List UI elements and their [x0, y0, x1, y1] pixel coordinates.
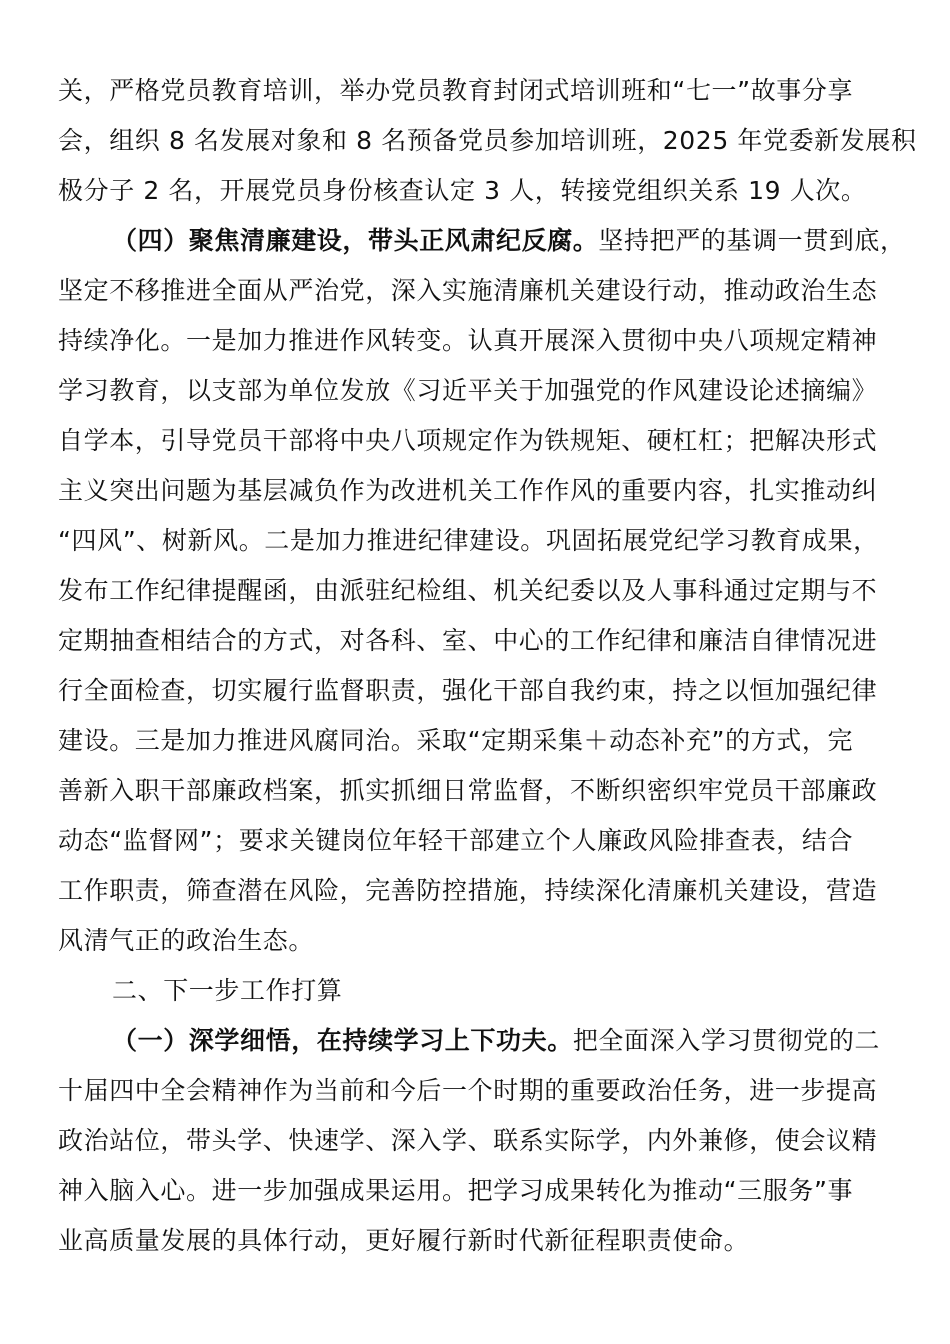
paragraph-line: 业高质量发展的具体行动，更好履行新时代新征程职责使命。 [58, 1226, 750, 1255]
paragraph-line: 发布工作纪律提醒函，由派驻纪检组、机关纪委以及人事科通过定期与不 [58, 576, 878, 605]
paragraph-line: 十届四中全会精神作为当前和今后一个时期的重要政治任务，进一步提高 [58, 1076, 878, 1105]
paragraph-line: 坚定不移推进全面从严治党，深入实施清廉机关建设行动，推动政治生态 [58, 276, 878, 305]
paragraph-line: 行全面检查，切实履行监督职责，强化干部自我约束，持之以恒加强纪律 [58, 676, 878, 705]
chapter-heading-2: 二、下一步工作打算 [112, 976, 343, 1005]
paragraph-line: 会，组织 8 名发展对象和 8 名预备党员参加培训班，2025 年党委新发展积 [58, 126, 917, 155]
paragraph-line: “四风”、树新风。二是加力推进纪律建设。巩固拓展党纪学习教育成果， [58, 526, 879, 555]
paragraph-line: 政治站位，带头学、快速学、深入学、联系实际学，内外兼修，使会议精 [58, 1126, 878, 1155]
paragraph-text: 把全面深入学习贯彻党的二 [572, 1026, 881, 1055]
paragraph-text: 坚持把严的基调一贯到底， [598, 226, 906, 255]
paragraph-line: 工作职责，筛查潜在风险，完善防控措施，持续深化清廉机关建设，营造 [58, 876, 878, 905]
paragraph-line: 主义突出问题为基层减负作为改进机关工作作风的重要内容，扎实推动纠 [58, 476, 878, 505]
section-heading-1 [58, 1016, 908, 1066]
paragraph-line: 持续净化。一是加力推进作风转变。认真开展深入贯彻中央八项规定精神 [58, 326, 878, 355]
paragraph-line: 风清气正的政治生态。 [58, 926, 315, 955]
paragraph-line: 极分子 2 名，开展党员身份核查认定 3 人，转接党组织关系 19 人次。 [58, 176, 867, 205]
section-heading-4 [58, 216, 908, 266]
paragraph-line: 关，严格党员教育培训，举办党员教育封闭式培训班和“七一”故事分享 [58, 76, 854, 105]
section-heading-bold: （四）聚焦清廉建设，带头正风肃纪反腐。 [112, 226, 599, 255]
paragraph-line: 动态“监督网”；要求关键岗位年轻干部建立个人廉政风险排查表，结合 [58, 826, 854, 855]
paragraph-line: 学习教育，以支部为单位发放《习近平关于加强党的作风建设论述摘编》 [58, 376, 878, 405]
paragraph-line: 神入脑入心。进一步加强成果运用。把学习成果转化为推动“三服务”事 [58, 1176, 854, 1205]
document-page [58, 66, 917, 1266]
paragraph-line: 自学本，引导党员干部将中央八项规定作为铁规矩、硬杠杠；把解决形式 [58, 426, 878, 455]
section-heading-bold: （一）深学细悟，在持续学习上下功夫。 [112, 1026, 573, 1055]
paragraph-line: 定期抽查相结合的方式，对各科、室、中心的工作纪律和廉洁自律情况进 [58, 626, 878, 655]
paragraph-line: 建设。三是加力推进风腐同治。采取“定期采集＋动态补充”的方式，完 [58, 726, 854, 755]
paragraph-line: 善新入职干部廉政档案，抓实抓细日常监督，不断织密织牢党员干部廉政 [58, 776, 878, 805]
